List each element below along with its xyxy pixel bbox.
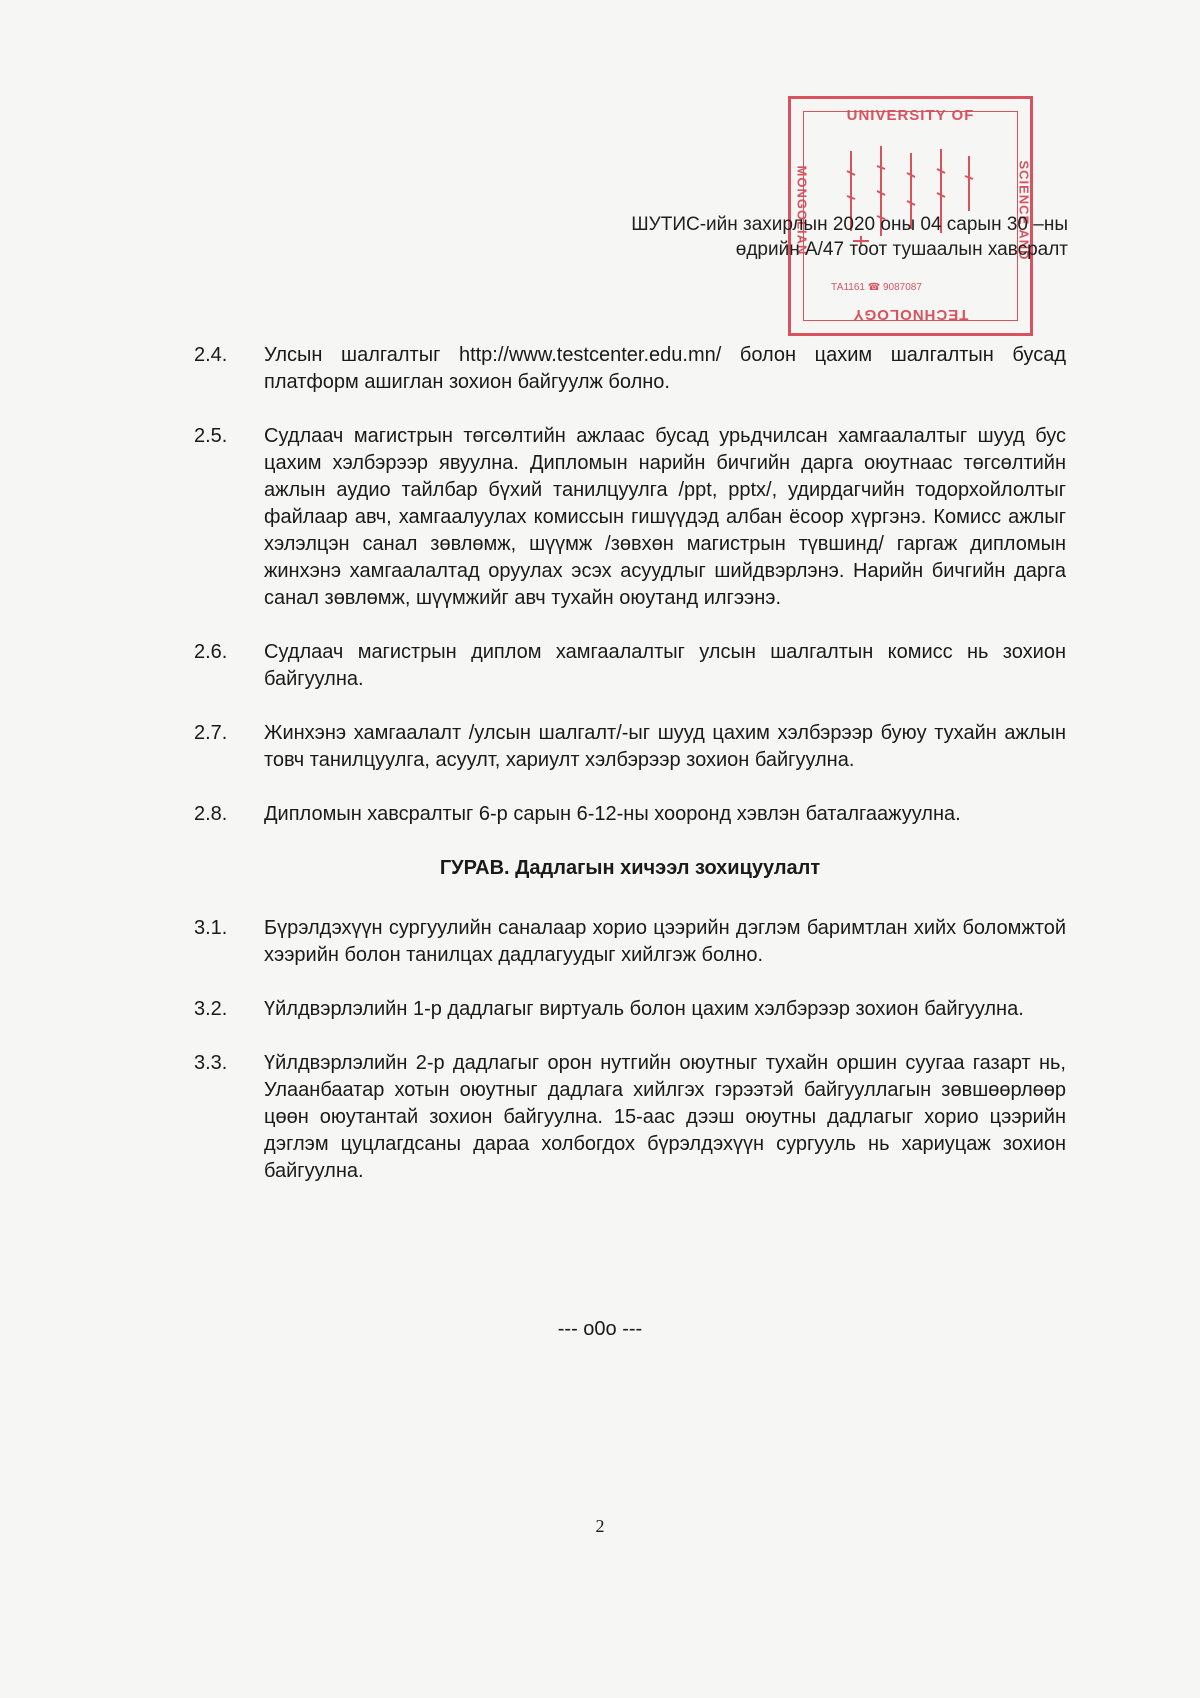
item-number: 2.5. — [194, 425, 228, 447]
item-number: 2.7. — [194, 722, 228, 744]
item-text: Судлаач магистрын төгсөлтийн ажлаас бусад урьдчилсан хамгаалалтыг шууд бус цахим хэлбэрээр явуулна. Дипломын нарийн бичгийн дарга оюутнаас төгсөлтийн ажлын аудио тайлбар бүхий танилцуулга /ppt, pptx/, удирдагчийн тодорхойлолтыг файлаар авч, хамгаалуулах комиссын гишүүдэд албан ёсоор хүргэнэ. Комисс ажлыг хэлэлцэн санал зөвлөмж, шүүмж /зөвхөн магистрын түвшинд/ гаргаж дипломын жинхэнэ хамгаалалтад оруулах эсэх асуудлыг шийдвэрлэнэ. Нарийн бичгийн дарга санал зөвлөмж, шүүмжийг авч тухайн оюутанд илгээнэ. — [264, 425, 1066, 609]
list-item — [194, 915, 1066, 969]
item-number: 3.1. — [194, 917, 228, 939]
list-item — [194, 639, 1066, 693]
end-mark: --- o0o --- — [557, 1318, 643, 1340]
item-text: Үйлдвэрлэлийн 1-р дадлагыг виртуаль болон цахим хэлбэрээр зохион байгуулна. — [264, 998, 1024, 1020]
stamp-code-text: ТА1161 ☎ 9087087 — [831, 282, 922, 293]
list-item — [194, 423, 1066, 612]
document-header — [631, 212, 1068, 262]
section-heading: ГУРАВ. Дадлагын хичээл зохицуулалт — [439, 857, 821, 879]
list-item — [194, 996, 1066, 1023]
item-number: 2.8. — [194, 803, 228, 825]
item-text: Улсын шалгалтыг http://www.testcenter.edu.mn/ болон цахим шалгалтын бусад платформ ашиглан зохион байгуулж болно. — [264, 344, 1066, 393]
stamp-top-text: UNIVERSITY OF — [846, 107, 975, 124]
item-text: Үйлдвэрлэлийн 2-р дадлагыг орон нутгийн оюутныг тухайн оршин суугаа газарт нь, Улаанбаатар хотын оюутныг дадлага хийлгэх гэрээтэй байгууллагын зөвшөөрлөөр цөөн оюутантай зохион байгуулна. 15-аас дээш оюутны дадлагыг хорио цээрийн дэглэм цуцлагдсаны дараа холбогдох бүрэлдэхүүн сургууль нь хариуцаж зохион байгуулна. — [264, 1052, 1066, 1182]
list-item — [194, 342, 1066, 396]
item-text: Судлаач магистрын диплом хамгаалалтыг улсын шалгалтын комисс нь зохион байгуулна. — [264, 641, 1066, 690]
item-number: 2.6. — [194, 641, 228, 663]
stamp-right-text: SCIENCE AND — [1016, 160, 1032, 261]
list-item — [194, 801, 1066, 828]
item-number: 2.4. — [194, 344, 228, 366]
header-line-1: ШУТИС-ийн захирлын 2020 оны 04 сарын 30 –ны — [631, 214, 1068, 235]
item-text: Дипломын хавсралтыг 6-р сарын 6-12-ны хооронд хэвлэн баталгаажуулна. — [264, 803, 961, 825]
stamp-left-text: MONGOLIAN — [794, 165, 810, 256]
stamp-bottom-text: TECHNOLOGY — [852, 306, 969, 323]
list-item — [194, 720, 1066, 774]
item-text: Жинхэнэ хамгаалалт /улсын шалгалт/-ыг шууд цахим хэлбэрээр буюу тухайн ажлын товч танилцуулга, асуулт, хариулт хэлбэрээр зохион байгуулна. — [264, 722, 1066, 771]
item-number: 3.2. — [194, 998, 228, 1020]
document-body — [194, 342, 1066, 1212]
page-number: 2 — [595, 1516, 605, 1536]
header-line-2: өдрийн А/47 тоот тушаалын хавсралт — [735, 239, 1068, 260]
item-text: Бүрэлдэхүүн сургуулийн саналаар хорио цээрийн дэглэм баримтлан хийх боломжтой хээрийн болон танилцах дадлагуудыг хийлгэж болно. — [264, 917, 1066, 966]
list-item — [194, 1050, 1066, 1185]
item-number: 3.3. — [194, 1052, 228, 1074]
